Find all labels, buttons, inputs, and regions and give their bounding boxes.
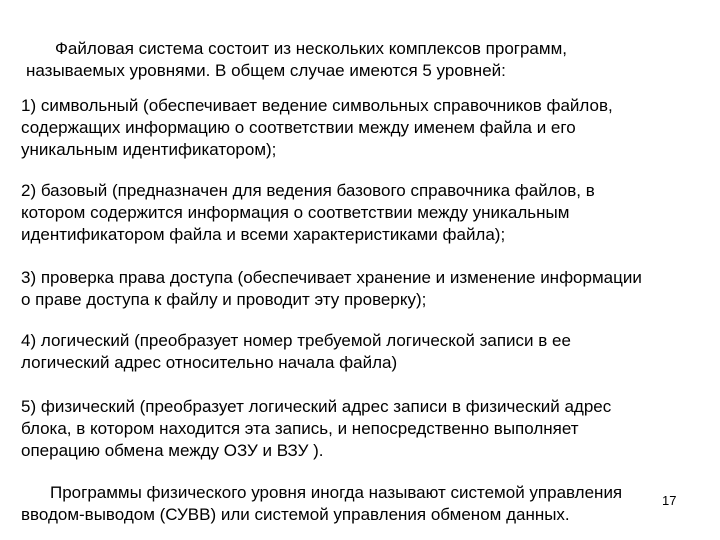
closing-line-2: вводом-выводом (СУВВ) или системой управления обменом данных. — [21, 505, 570, 524]
level-1-line-3: уникальным идентификатором); — [21, 140, 277, 159]
intro-paragraph — [0, 38, 567, 82]
intro-line-2: называемых уровнями. В общем случае имеются 5 уровней: — [26, 61, 506, 80]
level-2-paragraph — [21, 180, 595, 246]
level-3-line-1: 3) проверка права доступа (обеспечивает хранение и изменение информации — [21, 268, 642, 287]
level-1-line-1: 1) символьный (обеспечивает ведение символьных справочников файлов, — [21, 96, 613, 115]
level-2-line-2: котором содержится информация о соответствии между уникальным — [21, 203, 570, 222]
level-1-paragraph — [21, 95, 613, 161]
level-4-paragraph — [21, 330, 571, 374]
closing-paragraph — [0, 482, 622, 526]
level-5-line-1: 5) физический (преобразует логический адрес записи в физический адрес — [21, 397, 612, 416]
level-2-line-1: 2) базовый (предназначен для ведения базового справочника файлов, в — [21, 181, 595, 200]
level-4-line-2: логический адрес относительно начала файла) — [21, 353, 398, 372]
level-4-line-1: 4) логический (преобразует номер требуемой логической записи в ее — [21, 331, 571, 350]
page-number: 17 — [662, 493, 677, 508]
intro-line-1: Файловая система состоит из нескольких комплексов программ, — [55, 39, 567, 58]
level-5-line-3: операцию обмена между ОЗУ и ВЗУ ). — [21, 441, 324, 460]
level-5-paragraph — [21, 396, 611, 462]
closing-line-1: Программы физического уровня иногда называют системой управления — [50, 483, 623, 502]
level-1-line-2: содержащих информацию о соответствии между именем файла и его — [21, 118, 576, 137]
level-5-line-2: блока, в котором находится эта запись, и непосредственно выполняет — [21, 419, 579, 438]
level-3-line-2: о праве доступа к файлу и проводит эту проверку); — [21, 290, 427, 309]
level-3-paragraph — [21, 267, 642, 311]
level-2-line-3: идентификатором файла и всеми характеристиками файла); — [21, 225, 506, 244]
